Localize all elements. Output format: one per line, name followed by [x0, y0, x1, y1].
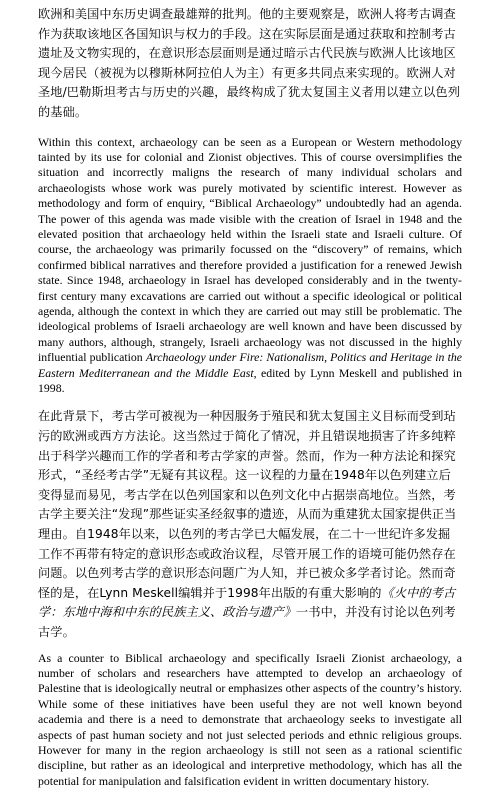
chinese-paragraph-2-text: 在此背景下，考古学可被视为一种因服务于殖民和犹太复国主义目标而受到玷污的欧洲或西方方法论。这当然过于简化了情况，并且错误地损害了许多纯粹出于科学兴趣而工作的学者和考古学家的声誉。然而，作为一种方法论和探究形式，“圣经考古学”无疑有其议程。这一议程的力量在1948年以色列建立后变得显而易见，考古学在以色列国家和以色列文化中占据崇高地位。当然，考古学主要关注“发现”那些证实圣经叙事的遗迹，从而为重建犹太国家提供正当理由。自1948年以来，以色列的考古学已大幅发展，在二十一世纪许多发掘工作不再带有特定的意识形态或政治议程，尽管开展工作的语境可能仍然存在问题。以色列考古学的意识形态问题广为人知，并已被众多学者讨论。然而奇怪的是，在Lynn Meskell编辑并于1998年出版的有重大影响的	[38, 409, 457, 600]
book-title-english: Archaeology under Fire: Nationalism, Politics and Heritage in the Eastern Mediterranean and the Middle East	[38, 350, 462, 380]
english-paragraph-1-text: Within this context, archaeology can be seen as a European or Western methodology tainted by its use for colonial and Zionist objectives. This of course oversimplifies the situation and incorrectly maligns the research of many individual scholars and archaeologists whose work was purely motivated by scientific interest. However as methodology and form of enquiry, “Biblical Archaeology” undoubtedly had an agenda. The power of this agenda was made visible with the creation of Israel in 1948 and the elevated position that archaeology held within the Israeli state and Israeli culture. Of course, the archaeology was primarily focussed on the “discovery” of remains, which confirmed biblical narratives and therefore provided a justification for a renewed Jewish state. Since 1948, archaeology in Israel has developed considerably and in the twenty-first century many excavations are carried out without a specific ideological or political agenda, although the context in which they are carried out may still be problematic. The ideological problems of Israeli archaeology are well known and have been discussed by many authors, although, strangely, Israeli archaeology was not discussed in the highly influential publication	[38, 134, 462, 365]
chinese-paragraph-2-end: 一书中，并没有讨论以色列考古学。	[38, 605, 456, 639]
chinese-paragraph-1: 欧洲和美国中东历史调查最雄辩的批判。他的主要观察是，欧洲人将考古调查作为获取该地区各国知识与权力的手段。这在实际层面是通过获取和控制考古遗址及文物实现的，在意识形态层面则是通过暗示古代民族与欧洲人比该地区现今居民（被视为以穆斯林阿拉伯人为主）有更多共同点来实现的。欧洲人对圣地/巴勒斯坦考古与历史的兴趣，最终构成了犹太复国主义者用以建立以色列的基础。	[38, 7, 460, 119]
book-title-chinese: 《火中的考古学：东地中海和中东的民族主义、政治与遗产》	[38, 585, 456, 620]
chinese-paragraph-2	[38, 407, 462, 642]
english-paragraph-1	[38, 135, 462, 397]
english-paragraph-2: As a counter to Biblical archaeology and specifically Israeli Zionist archaeology, a number of scholars and researchers have attempted to develop an archaeology of Palestine that is ideologically neutral or emphasizes other aspects of the country’s history. While some of these initiatives have been useful they are not well known beyond academia and there is a need to demonstrate that archaeology seeks to investigate all aspects of past human society and not just selected periods and ethnic religious groups. However for many in the region archaeology is still not seen as a rational scientific discipline, but rather as an ideological and interpretive methodology, which has all the potential for manipulation and falsification evident in written documentary history.	[38, 650, 462, 788]
english-paragraph-1-end: , edited by Lynn Meskell and published in 1998.	[38, 365, 462, 396]
